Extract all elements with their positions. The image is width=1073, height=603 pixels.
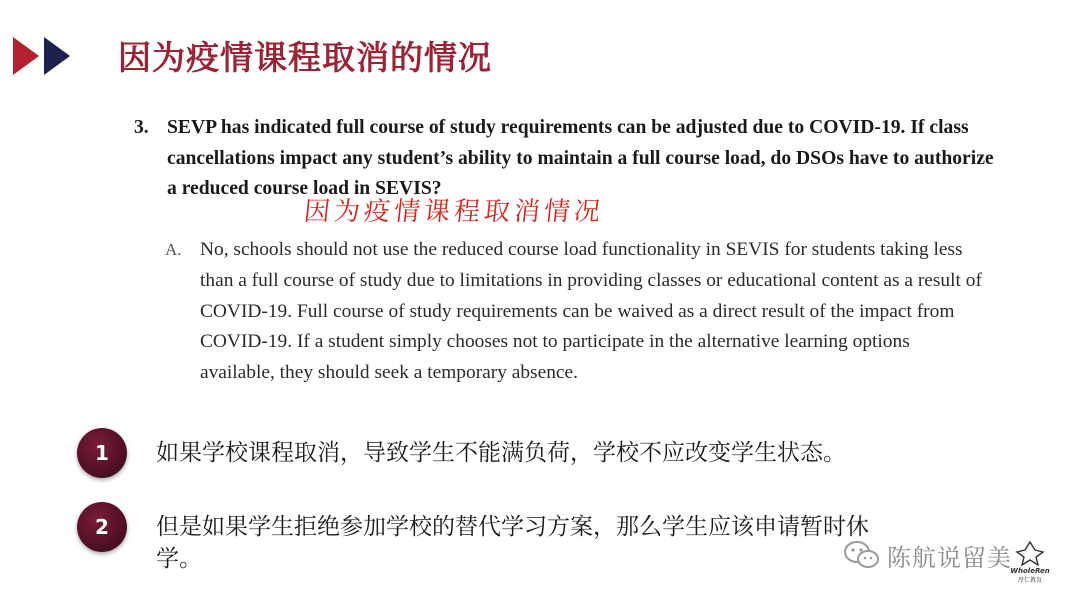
bullet-number-1: 1	[77, 428, 127, 478]
logo-mark-icon	[1015, 540, 1045, 566]
double-arrow-icon	[13, 37, 75, 75]
answer-text: No, schools should not use the reduced course load functionality in SEVIS for students taking less than a full course of study due to limitations in providing classes or educational content as a result of COVID-19. Full course of study requirements can be waived as a direct result of the impact from COVID-19. If a student simply chooses not to participate in the alternative learning options available, they should seek a temporary absence.	[200, 239, 982, 384]
logo-text-zh: 厚仁教育	[1017, 577, 1042, 584]
page-title: 因为疫情课程取消的情况	[118, 38, 492, 77]
point-text-1: 如果学校课程取消，导致学生不能满负荷，学校不应改变学生状态。	[156, 440, 846, 466]
bullet-number-2: 2	[77, 502, 127, 552]
handwritten-note: 因为疫情课程取消情况	[302, 197, 606, 227]
wholeren-logo	[1008, 538, 1052, 592]
watermark-text: 陈航说留美	[887, 543, 1012, 572]
answer-block	[165, 235, 985, 389]
logo-text-en: WholeRen	[1010, 567, 1050, 575]
question-block	[134, 113, 994, 205]
point-text-2: 但是如果学生拒绝参加学校的替代学习方案，那么学生应该申请暂时休学。	[156, 514, 869, 572]
question-number: 3.	[134, 117, 149, 138]
watermark	[843, 530, 1012, 580]
wechat-icon	[843, 540, 881, 570]
question-text: SEVP has indicated full course of study requirements can be adjusted due to COVID-19. If class cancellations impact any student’s ability to maintain a full course load, do DSOs have to authorize a reduced course load in SEVIS?	[167, 117, 994, 199]
answer-letter: A.	[165, 240, 182, 259]
